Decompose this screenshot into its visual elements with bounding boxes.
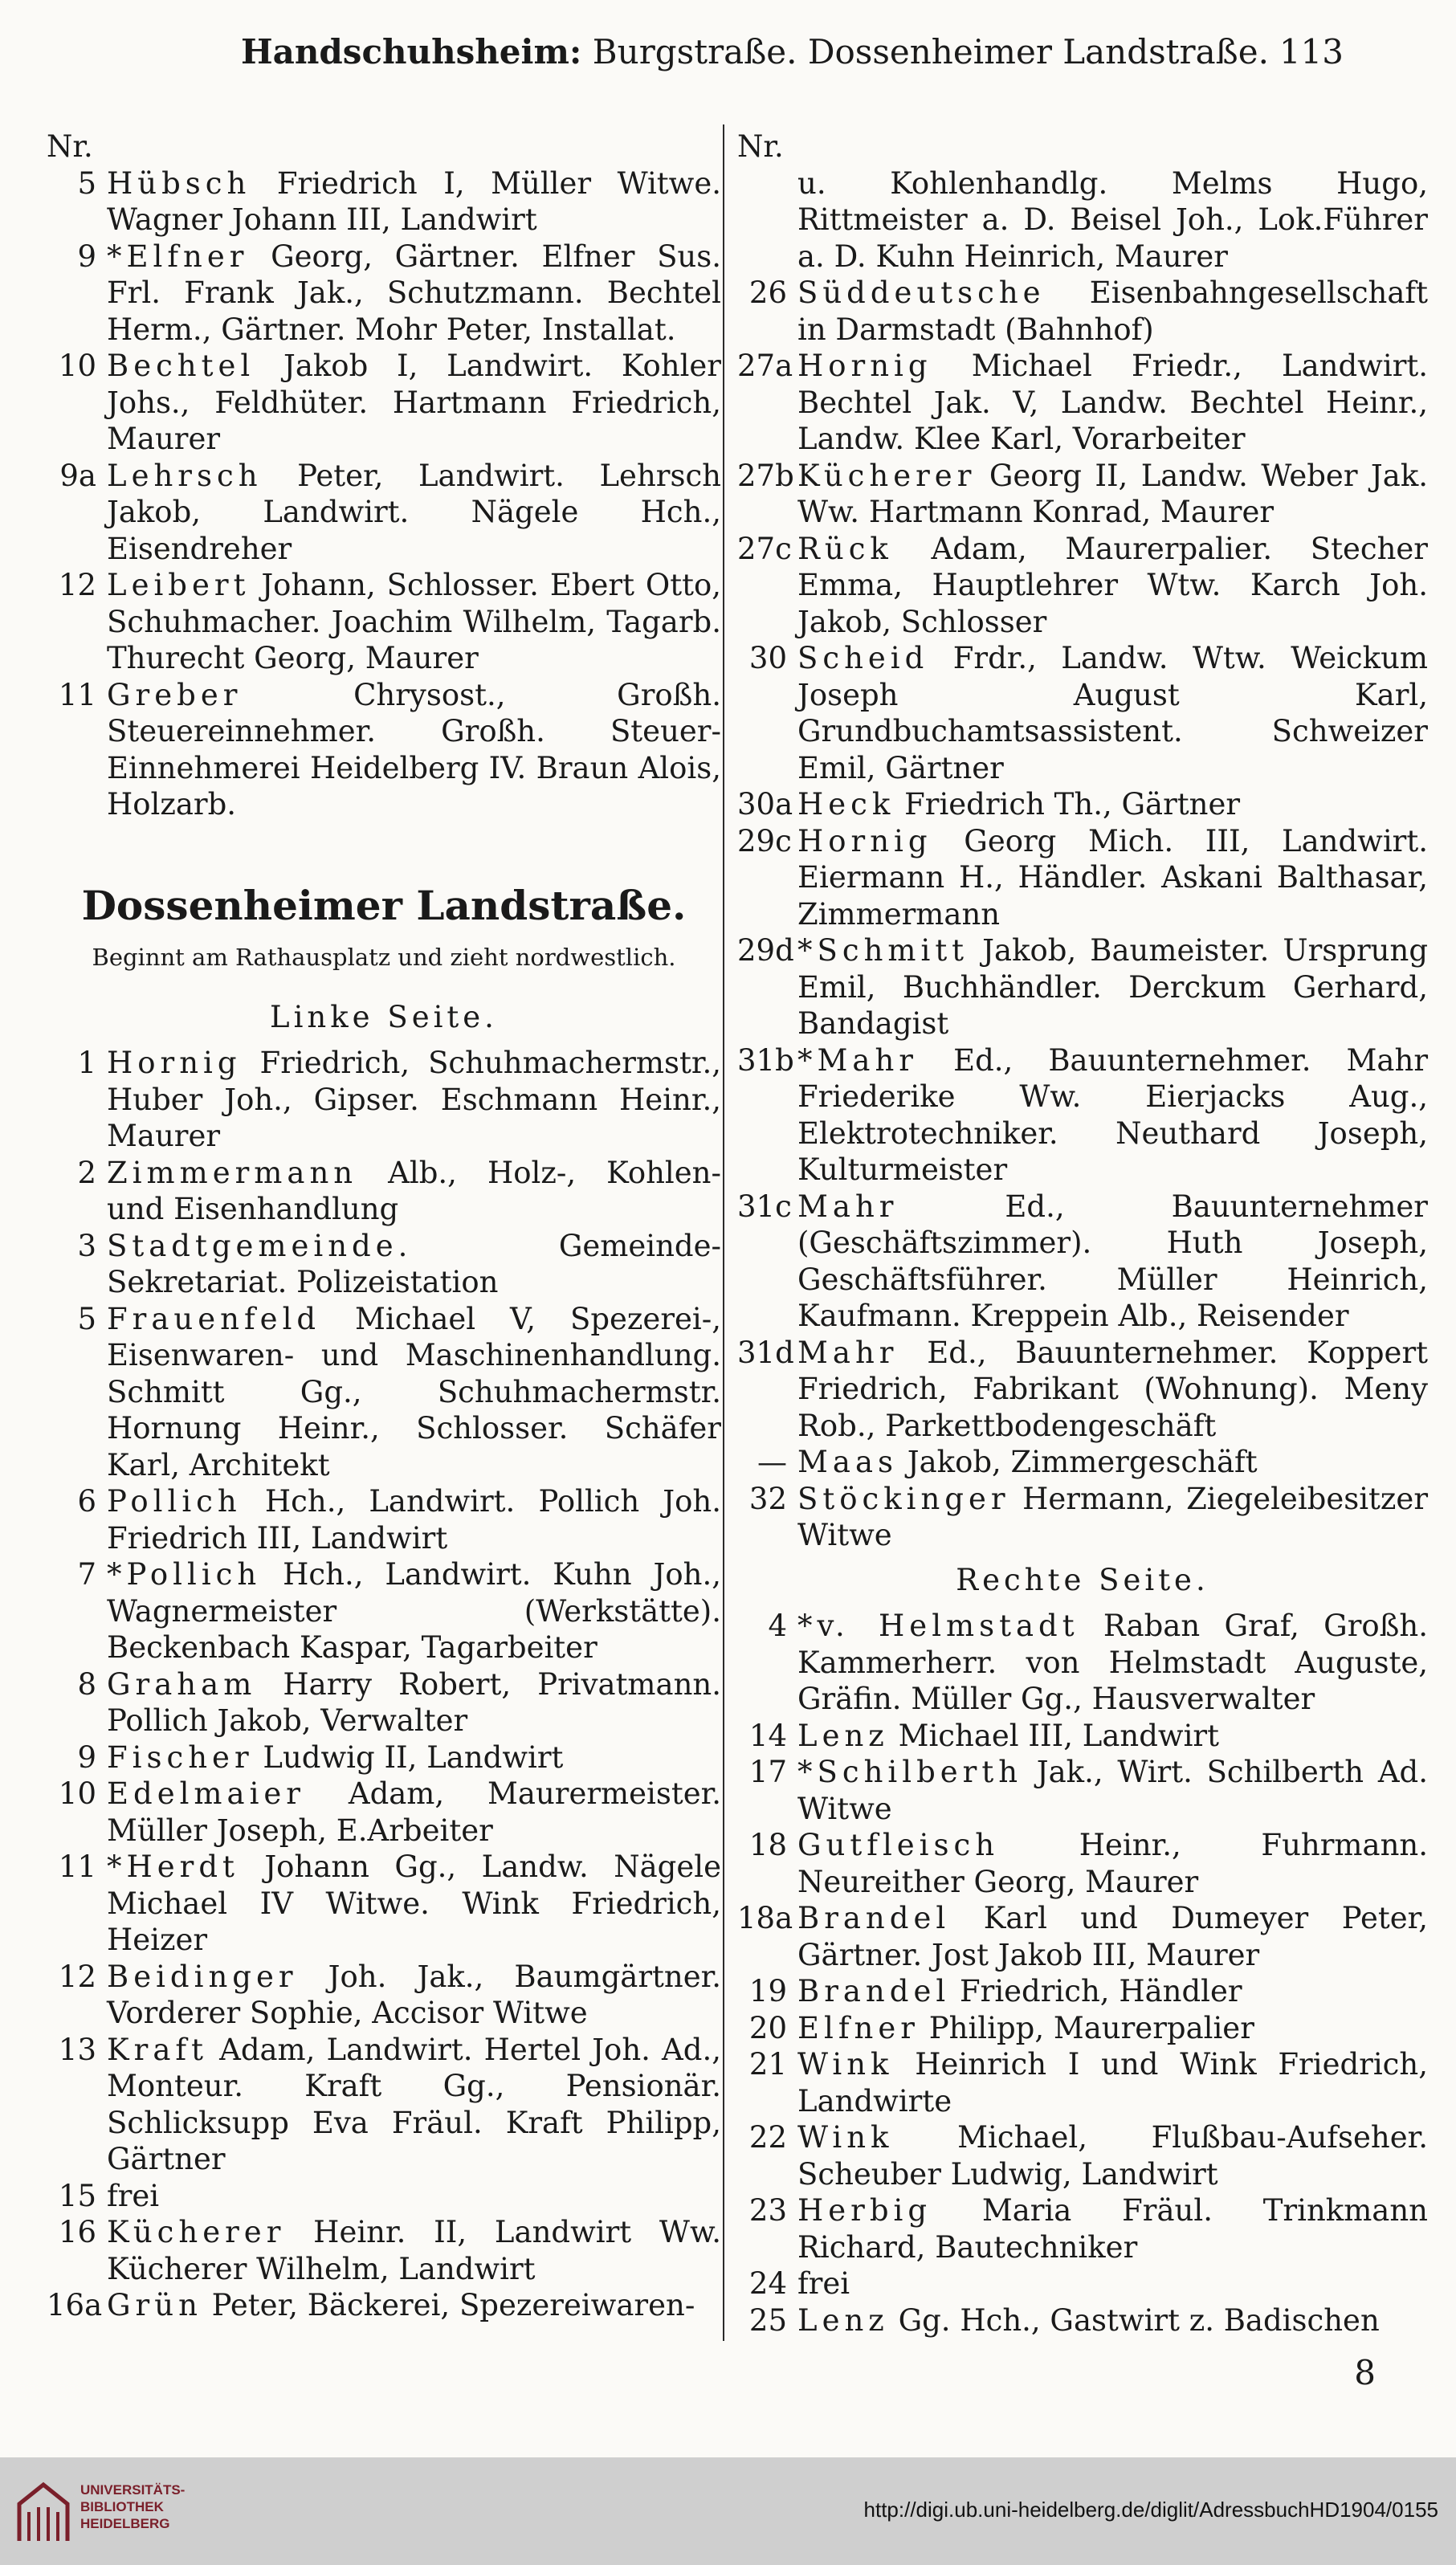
house-number: 27a — [737, 349, 793, 383]
residents-text: Michael V, Spezerei-, Eisenwaren- und Maschinenhandlung. Schmitt Gg., Schuhmachermstr. Hornung Heinr., Schlosser. Schäfer Karl, Architekt — [107, 1301, 721, 1482]
house-number: 15 — [58, 2178, 96, 2213]
owner-name: Hornig — [797, 823, 932, 858]
residents-text: Adam, Landwirt. Hertel Joh. Ad., Monteur. Kraft Gg., Pensionär. Schlicksupp Eva Fräul. Kraft Philipp, Gärtner — [107, 2032, 721, 2176]
address-entry — [737, 1718, 1428, 1755]
house-number: 31c — [737, 1189, 792, 1224]
house-number: — — [757, 1445, 787, 1479]
owner-name: Rück — [797, 531, 893, 566]
address-entry — [47, 1301, 721, 1484]
residents-text: Friedrich, Schuhmachermstr., Huber Joh., Gipser. Eschmann Heinr., Maurer — [107, 1046, 722, 1153]
left-top-entries — [47, 165, 721, 823]
owner-name: Lenz — [797, 1718, 889, 1753]
address-entry — [737, 165, 1428, 275]
address-entry — [737, 2119, 1428, 2192]
owner-name: Stadtgemeinde. — [107, 1228, 413, 1263]
address-entry — [737, 932, 1428, 1042]
owner-name: Heck — [797, 787, 895, 822]
address-entry — [737, 1608, 1428, 1718]
address-entry — [737, 640, 1428, 786]
address-entry — [737, 1189, 1428, 1335]
house-number: 29c — [737, 823, 792, 858]
address-entry — [47, 1739, 721, 1776]
house-number: 29d — [737, 933, 794, 968]
residents-text: Hch., Landwirt. Kuhn Joh., Wagnermeister (Werkstätte). Beckenbach Kaspar, Tagarbeiter — [107, 1557, 721, 1665]
owner-name: *Pollich — [107, 1557, 262, 1592]
owner-name: *Herdt — [107, 1849, 239, 1884]
house-number: 10 — [58, 349, 96, 383]
house-number: 10 — [58, 1776, 96, 1811]
residents-text: Heinr. II, Landwirt Ww. Kücherer Wilhelm, Landwirt — [107, 2215, 721, 2286]
residents-text: Karl und Dumeyer Peter, Gärtner. Jost Jakob III, Maurer — [797, 1901, 1428, 1972]
residents-text: Jak., Wirt. Schilberth Ad. Witwe — [797, 1755, 1428, 1826]
house-number: 7 — [77, 1557, 96, 1592]
owner-name: Mahr — [797, 1335, 899, 1370]
owner-name: Brandel — [797, 1974, 951, 2008]
house-number: 31d — [737, 1335, 794, 1370]
owner-name: Lenz — [797, 2302, 889, 2338]
residents-text: Michael, Flußbau-Aufseher. Scheuber Ludwig, Landwirt — [797, 2120, 1428, 2192]
house-number: 11 — [58, 1849, 96, 1884]
side-title-right: Rechte Seite. — [956, 1562, 1209, 1597]
owner-name: Mahr — [797, 1189, 899, 1224]
header-town: Handschuhsheim: — [241, 32, 582, 71]
residents-text: Hermann, Ziegeleibesitzer Witwe — [797, 1481, 1429, 1552]
owner-name: Zimmermann — [107, 1155, 358, 1190]
owner-name: *Schilberth — [797, 1755, 1023, 1789]
address-entry — [47, 1045, 721, 1155]
owner-name: Bechtel — [107, 349, 255, 383]
address-entry — [737, 2302, 1428, 2339]
address-entry — [737, 1754, 1428, 1827]
house-number: 9 — [77, 239, 96, 274]
address-entry — [47, 1155, 721, 1228]
house-number: 5 — [77, 1301, 96, 1336]
address-entry — [737, 2010, 1428, 2047]
house-number: 11 — [58, 677, 96, 712]
owner-name: Pollich — [107, 1484, 242, 1519]
library-name-line: HEIDELBERG — [80, 2516, 170, 2531]
house-number: 26 — [748, 275, 787, 310]
house-number: 8 — [77, 1666, 96, 1702]
address-entry — [47, 2032, 721, 2178]
address-entry — [47, 348, 721, 458]
house-number: 20 — [748, 2010, 787, 2045]
residents-text: Adam, Maurermeister. Müller Joseph, E.Arbeiter — [107, 1776, 721, 1848]
library-name — [80, 2481, 185, 2532]
residents-text: Heinr., Fuhrmann. Neureither Georg, Maurer — [797, 1828, 1428, 1899]
residents-text: Friedrich, Händler — [959, 1974, 1242, 2008]
house-number: 24 — [748, 2266, 787, 2301]
house-number: 6 — [77, 1484, 96, 1519]
left-column — [47, 128, 721, 2324]
owner-name: Scheid — [797, 641, 929, 675]
house-number: 2 — [77, 1155, 96, 1190]
residents-text: Chrysost., Großh. Steuereinnehmer. Großh. Steuer-Einnehmerei Heidelberg IV. Braun Alois, Holzarb. — [107, 677, 721, 822]
residents-text: Alb., Holz-, Kohlen- und Eisenhandlung — [107, 1155, 721, 1226]
residents-text: Frdr., Landw. Wtw. Weickum Joseph August Karl, Grundbuchamtsassistent. Schweizer Emil, Gärtner — [797, 641, 1428, 785]
address-entry — [737, 2265, 1428, 2302]
address-entry — [47, 2214, 721, 2287]
column-divider — [723, 124, 724, 2341]
owner-name: Greber — [107, 677, 243, 712]
address-entry — [47, 1483, 721, 1556]
address-entry — [737, 1827, 1428, 1900]
owner-name: Brandel — [797, 1901, 951, 1935]
page-number: 113 — [1279, 32, 1344, 71]
house-number: 4 — [768, 1609, 787, 1643]
address-entry — [737, 1900, 1428, 1973]
residents-text: Eisenbahngesellschaft in Darmstadt (Bahnhof) — [797, 275, 1428, 347]
house-number: 18 — [748, 1828, 787, 1862]
residents-text: Peter, Bäckerei, Spezereiwaren- — [211, 2288, 695, 2322]
address-entry — [737, 531, 1428, 641]
owner-name: Wink — [797, 2047, 894, 2082]
residents-text: Ed., Bauunternehmer. Mahr Friederike Ww. Eierjacks Aug., Elektrotechniker. Neuthard Joseph, Kulturmeister — [797, 1042, 1429, 1187]
owner-name: *Elfner — [107, 239, 249, 274]
address-entry — [737, 2046, 1428, 2119]
residents-text: Jakob, Zimmergeschäft — [907, 1445, 1258, 1479]
address-entry — [47, 165, 721, 239]
address-entry — [47, 567, 721, 677]
side-title-left: Linke Seite. — [270, 999, 498, 1034]
residents-text: Adam, Maurerpalier. Stecher Emma, Hauptlehrer Wtw. Karch Joh. Jakob, Schlosser — [797, 531, 1428, 639]
section-subtitle: Beginnt am Rathausplatz und zieht nordwestlich. — [92, 944, 676, 971]
residents-text: Ed., Bauunternehmer. Koppert Friedrich, Fabrikant (Wohnung). Meny Rob., Parkettbodengeschäft — [797, 1335, 1428, 1443]
address-entry — [47, 1666, 721, 1739]
owner-name: Fischer — [107, 1739, 254, 1775]
house-number: 21 — [748, 2047, 787, 2082]
owner-name: Herbig — [797, 2193, 932, 2228]
right-main-entries — [737, 1608, 1428, 2339]
residents-text: u. Kohlenhandlg. Melms Hugo, Rittmeister a. D. Beisel Joh., Lok.Führer a. D. Kuhn Heinrich, Maurer — [797, 165, 1428, 274]
owner-name: Hornig — [107, 1046, 242, 1080]
address-entry — [47, 458, 721, 568]
sheet-number: 8 — [1354, 2353, 1376, 2392]
house-number: 5 — [77, 165, 96, 201]
nr-label: Nr. — [737, 129, 784, 164]
residents-text: Gemeinde-Sekretariat. Polizeistation — [107, 1228, 721, 1299]
residents-text: Georg, Gärtner. Elfner Sus. Frl. Frank Jak., Schutzmann. Bechtel Herm., Gärtner. Mohr Peter, Installat. — [107, 239, 721, 347]
residents-text: frei — [797, 2266, 850, 2301]
owner-name: Lehrsch — [107, 458, 263, 493]
address-entry — [47, 1228, 721, 1301]
right-column — [737, 128, 1428, 2339]
owner-name: Frauenfeld — [107, 1301, 321, 1336]
address-entry — [47, 1556, 721, 1666]
address-entry — [737, 2192, 1428, 2265]
residents-text: Ed., Bauunternehmer (Geschäftszimmer). Huth Joseph, Geschäftsführer. Müller Heinrich, Kaufmann. Kreppein Alb., Reisender — [797, 1189, 1428, 1333]
residents-text: Michael Friedr., Landwirt. Bechtel Jak. V, Landw. Bechtel Heinr., Landw. Klee Karl, Vorarbeiter — [797, 349, 1429, 456]
address-entry — [737, 1481, 1428, 1554]
university-library-logo-icon — [14, 2480, 72, 2544]
owner-name: Leibert — [107, 568, 251, 602]
house-number: 31b — [737, 1042, 794, 1078]
residents-text: frei — [107, 2178, 160, 2213]
residents-text: Heinrich I und Wink Friedrich, Landwirte — [797, 2047, 1428, 2118]
residents-text: Hch., Landwirt. Pollich Joh. Friedrich III, Landwirt — [107, 1484, 722, 1556]
address-entry — [47, 2178, 721, 2215]
owner-name: Kücherer — [107, 2215, 286, 2249]
page-header — [241, 32, 1408, 88]
house-number: 27c — [737, 531, 792, 566]
residents-text: Peter, Landwirt. Lehrsch Jakob, Landwirt. Nägele Hch., Eisendreher — [107, 458, 722, 566]
residents-text: Friedrich I, Müller Witwe. Wagner Johann III, Landwirt — [107, 165, 721, 237]
address-entry — [737, 458, 1428, 531]
owner-name: Graham — [107, 1666, 257, 1702]
house-number: 9 — [77, 1739, 96, 1775]
house-number: 17 — [748, 1755, 787, 1789]
owner-name: Elfner — [797, 2010, 920, 2045]
residents-text: Ludwig II, Landwirt — [263, 1739, 564, 1775]
house-number: 16 — [58, 2215, 96, 2249]
house-number: 12 — [58, 568, 96, 602]
right-top-entries — [737, 165, 1428, 1554]
owner-name: Gutfleisch — [797, 1828, 1000, 1862]
residents-text: Philipp, Maurerpalier — [928, 2010, 1254, 2045]
owner-name: *Schmitt — [797, 933, 969, 968]
residents-text: Friedrich Th., Gärtner — [904, 787, 1241, 822]
library-name-line: BIBLIOTHEK — [80, 2499, 164, 2514]
owner-name: Stöckinger — [797, 1481, 1010, 1516]
owner-name: Hornig — [797, 349, 932, 383]
owner-name: Maas — [797, 1445, 898, 1479]
address-entry — [47, 1849, 721, 1959]
owner-name: Kücherer — [797, 458, 977, 493]
house-number: 30a — [737, 787, 793, 822]
house-number: 27b — [737, 458, 794, 493]
owner-name: *Mahr — [797, 1042, 918, 1078]
residents-text: Maria Fräul. Trinkmann Richard, Bautechniker — [797, 2193, 1428, 2265]
address-entry — [737, 823, 1428, 933]
residents-text: Johann Gg., Landw. Nägele Michael IV Witwe. Wink Friedrich, Heizer — [107, 1849, 721, 1957]
address-entry — [47, 2287, 721, 2324]
owner-name: Edelmaier — [107, 1776, 305, 1811]
source-url-link[interactable]: http://digi.ub.uni-heidelberg.de/diglit/AdressbuchHD1904/0155 — [863, 2498, 1438, 2522]
address-entry — [737, 348, 1428, 458]
owner-name: Hübsch — [107, 165, 251, 201]
house-number: 9a — [59, 458, 96, 493]
owner-name: Wink — [797, 2120, 894, 2155]
residents-text: Georg Mich. III, Landwirt. Eiermann H., Händler. Askani Balthasar, Zimmermann — [797, 823, 1428, 932]
address-entry — [47, 677, 721, 823]
house-number: 3 — [77, 1228, 96, 1263]
residents-text: Gg. Hch., Gastwirt z. Badischen — [898, 2302, 1380, 2338]
house-number: 32 — [748, 1481, 787, 1516]
library-name-line: UNIVERSITÄTS- — [80, 2482, 186, 2498]
header-streets: Burgstraße. Dossenheimer Landstraße. — [592, 32, 1269, 71]
house-number: 23 — [748, 2193, 787, 2228]
nr-label: Nr. — [47, 129, 93, 164]
owner-name: *v. Helmstadt — [797, 1609, 1079, 1643]
house-number: 13 — [58, 2032, 96, 2067]
address-entry — [737, 1335, 1428, 1445]
house-number: 16a — [47, 2288, 103, 2322]
house-number: 1 — [77, 1046, 96, 1080]
address-entry — [737, 275, 1428, 348]
house-number: 22 — [748, 2120, 787, 2155]
address-entry — [737, 786, 1428, 823]
address-entry — [737, 1973, 1428, 2010]
house-number: 12 — [58, 1959, 96, 1994]
address-entry — [47, 239, 721, 349]
house-number: 18a — [737, 1901, 793, 1935]
house-number: 25 — [748, 2302, 787, 2338]
address-entry — [47, 1776, 721, 1849]
left-main-entries — [47, 1045, 721, 2324]
residents-text: Jakob I, Landwirt. Kohler Johs., Feldhüter. Hartmann Friedrich, Maurer — [107, 349, 721, 456]
owner-name: Grün — [107, 2288, 202, 2322]
residents-text: Michael III, Landwirt — [898, 1718, 1219, 1753]
section-title: Dossenheimer Landstraße. — [81, 881, 687, 929]
house-number: 30 — [748, 641, 787, 675]
residents-text: Georg II, Landw. Weber Jak. Ww. Hartmann Konrad, Maurer — [797, 458, 1429, 529]
owner-name: Beidinger — [107, 1959, 298, 1994]
owner-name: Süddeutsche — [797, 275, 1046, 310]
address-entry — [737, 1444, 1428, 1481]
address-entry — [47, 1959, 721, 2032]
residents-text: Jakob, Baumeister. Ursprung Emil, Buchhändler. Derckum Gerhard, Bandagist — [797, 933, 1428, 1041]
address-entry — [737, 1042, 1428, 1189]
owner-name: Kraft — [107, 2032, 208, 2067]
residents-text: Joh. Jak., Baumgärtner. Vorderer Sophie, Accisor Witwe — [107, 1959, 721, 2030]
residents-text: Harry Robert, Privatmann. Pollich Jakob, Verwalter — [107, 1666, 721, 1738]
house-number: 19 — [748, 1974, 787, 2008]
residents-text: Raban Graf, Großh. Kammerherr. von Helmstadt Auguste, Gräfin. Müller Gg., Hausverwalter — [797, 1609, 1428, 1716]
residents-text: Johann, Schlosser. Ebert Otto, Schuhmacher. Joachim Wilhelm, Tagarb. Thurecht Georg, Maurer — [107, 568, 721, 675]
footer-bar — [0, 2457, 1456, 2565]
house-number: 14 — [748, 1718, 787, 1753]
